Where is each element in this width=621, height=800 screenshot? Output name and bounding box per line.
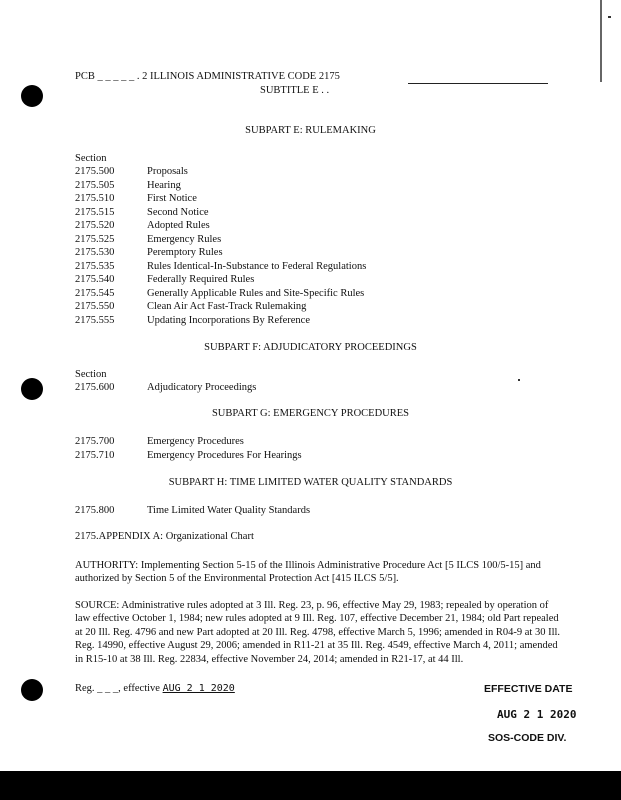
section-number: 2175.550 <box>75 301 115 312</box>
section-title: Peremptory Rules <box>147 247 223 258</box>
section-label: Section <box>75 153 107 164</box>
punch-hole-top <box>21 85 43 107</box>
section-title: Rules Identical-In-Substance to Federal Regulations <box>147 260 367 272</box>
section-number: 2175.545 <box>75 287 115 299</box>
section-number: 2175.530 <box>75 247 115 258</box>
section-number: 2175.540 <box>75 274 115 285</box>
scan-edge-bar <box>0 771 621 800</box>
section-number: 2175.700 <box>75 436 115 447</box>
section-number: 2175.510 <box>75 193 115 204</box>
section-title: Generally Applicable Rules and Site-Specific Rules <box>147 287 365 299</box>
effective-date-stamp-label: EFFECTIVE DATE <box>484 683 573 695</box>
subpart-f-heading: SUBPART F: ADJUDICATORY PROCEEDINGS <box>204 342 417 353</box>
section-title: Emergency Procedures <box>147 436 244 447</box>
handwritten-effective-date: AUG 2 1 2020 <box>162 683 235 694</box>
scan-speck <box>518 379 520 381</box>
sos-code-division-stamp: SOS-CODE DIV. <box>488 732 567 744</box>
punch-hole-middle <box>21 378 43 400</box>
scan-speck <box>608 16 611 18</box>
section-number: 2175.505 <box>75 179 115 191</box>
section-title: Emergency Procedures For Hearings <box>147 449 302 461</box>
section-title: First Notice <box>147 193 197 204</box>
effective-line <box>75 683 235 694</box>
section-title: Proposals <box>147 166 188 177</box>
section-number: 2175.500 <box>75 166 115 177</box>
header-rule <box>408 83 548 84</box>
section-title: Adopted Rules <box>147 220 210 231</box>
section-title: Updating Incorporations By Reference <box>147 314 310 326</box>
section-number: 2175.600 <box>75 382 115 393</box>
section-number: 2175.555 <box>75 314 115 326</box>
source-paragraph: SOURCE: Administrative rules adopted at 3 Ill. Reg. 23, p. 96, effective May 29, 1983; repealed by operation of law effective October 1, 1984; new rules adopted at 9 Ill. Reg. 107, effective December 21, 1984; old Part repealed at 20 Ill. Reg. 4796 and new Part adopted at 20 Ill. Reg. 4798, effective March 5, 1996; amended in R04-9 at 30 Ill. Reg. 14990, effective August 29, 2006; amended in R11-21 at 35 Ill. Reg. 4549, effective March 4, 2011; amended in R15-10 at 38 Ill. Reg. 22834, effective November 24, 2014; amended in R21-17, at 44 Ill. <box>75 600 561 665</box>
section-title: Time Limited Water Quality Standards <box>147 505 311 516</box>
section-title: Federally Required Rules <box>147 274 255 285</box>
section-number: 2175.520 <box>75 220 115 231</box>
section-title: Second Notice <box>147 206 209 218</box>
subtitle-header: SUBTITLE E . . <box>260 85 330 96</box>
section-number: 2175.535 <box>75 260 115 272</box>
subpart-g-heading: SUBPART G: EMERGENCY PROCEDURES <box>211 408 410 419</box>
effective-date-stamp-date: AUG 2 1 2020 <box>497 708 577 721</box>
effective-prefix: Reg. _ _ _, effective <box>75 683 160 694</box>
subpart-e-heading: SUBPART E: RULEMAKING <box>245 125 376 136</box>
section-title: Adjudicatory Proceedings <box>147 382 257 393</box>
code-header: PCB _ _ _ _ _ . 2 ILLINOIS ADMINISTRATIVE CODE 2175 <box>75 71 340 82</box>
section-title: Clean Air Act Fast-Track Rulemaking <box>147 301 307 312</box>
section-number: 2175.515 <box>75 206 115 218</box>
section-title: Hearing <box>147 179 181 191</box>
authority-paragraph: AUTHORITY: Implementing Section 5-15 of the Illinois Administrative Procedure Act [5 ILCS 100/5-15] and authorized by Section 5 of the Environmental Protection Act [415 ILCS 5/5]. <box>75 560 541 585</box>
punch-hole-bottom <box>21 679 43 701</box>
appendix-line: 2175.APPENDIX A: Organizational Chart <box>75 531 254 542</box>
scan-speck <box>600 0 602 82</box>
subpart-h-heading: SUBPART H: TIME LIMITED WATER QUALITY STANDARDS <box>168 477 453 488</box>
section-number: 2175.710 <box>75 449 115 461</box>
section-label: Section <box>75 369 107 380</box>
section-number: 2175.525 <box>75 233 115 245</box>
section-title: Emergency Rules <box>147 233 222 245</box>
section-number: 2175.800 <box>75 505 115 516</box>
